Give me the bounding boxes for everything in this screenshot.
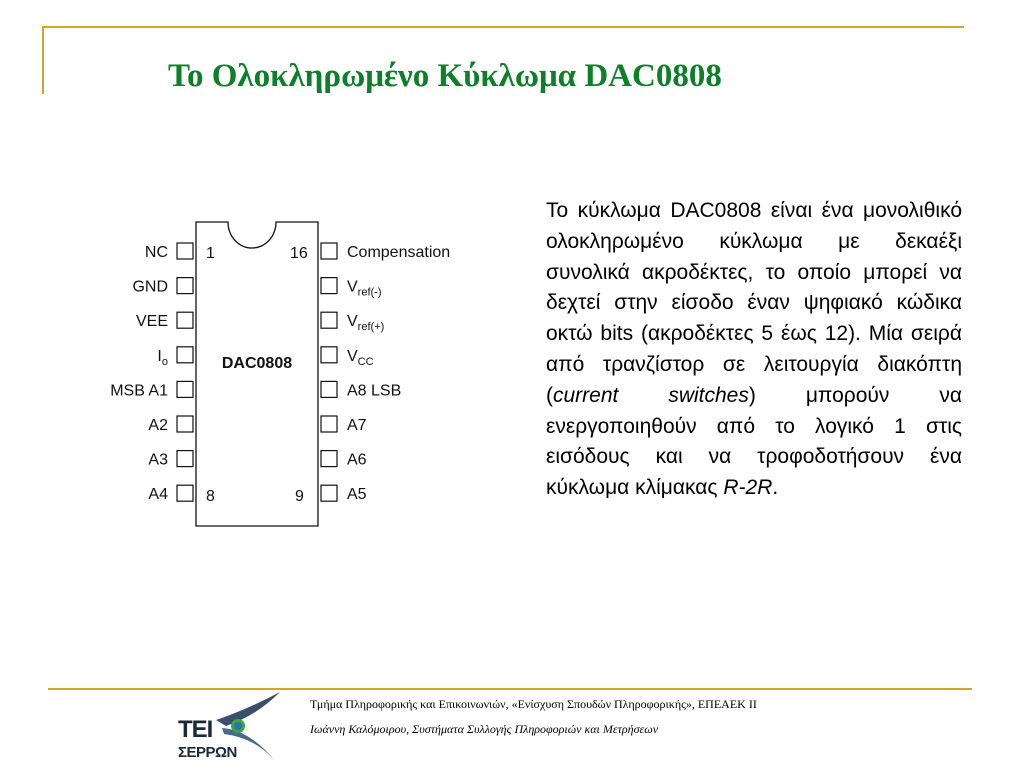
- left-pin-label-1: NC: [144, 244, 168, 261]
- left-pin-5: [177, 381, 193, 397]
- chip-name: DAC0808: [221, 355, 293, 372]
- left-pin-label-4-subscript: o: [161, 355, 168, 368]
- left-pin-2: [177, 278, 193, 294]
- left-pin-8: [177, 485, 193, 501]
- logo-text-tei: ΤΕΙ: [178, 716, 213, 743]
- right-pin-label-2: $V_{ref(-)}$: [347, 278, 382, 299]
- right-pin-6: [321, 416, 337, 432]
- right-pin-label-1: Compensation: [347, 244, 451, 261]
- right-pin-label-6: A7: [347, 417, 367, 434]
- left-pin-label-5: MSB A1: [110, 382, 168, 400]
- description-text: [546, 196, 962, 504]
- right-pin-1: [321, 243, 337, 259]
- right-pin-7: [321, 451, 337, 467]
- right-pin-label-4: $V_{CC}$: [347, 347, 374, 368]
- top-rule: [44, 26, 964, 28]
- chip-body: [196, 222, 318, 526]
- left-pin-label-8: A4: [148, 486, 168, 504]
- left-pin-label-4: $I_o$: [157, 347, 168, 368]
- left-pin-6: [177, 416, 193, 432]
- left-pin-label-6: A2: [148, 417, 168, 434]
- pin-number-16: 16: [290, 245, 308, 262]
- description-emphasis-1: current switches: [553, 383, 749, 407]
- description-part-3: .: [772, 476, 779, 500]
- right-pin-label-5: A8 LSB: [347, 382, 402, 400]
- logo-text-serron: ΣΕΡΡΩΝ: [178, 744, 237, 761]
- right-pin-3: [321, 312, 337, 328]
- right-pin-label-8: A5: [347, 486, 367, 504]
- right-pin-label-3-subscript: ref(+): [357, 321, 385, 334]
- left-pin-7: [177, 451, 193, 467]
- right-pin-label-3: $V_{ref(+)}$: [347, 313, 385, 334]
- footer-line-2: Ιωάννη Καλόμοιρου, Συστήματα Συλλογής Πληροφοριών και Μετρήσεων: [310, 722, 659, 736]
- slide-title: Το Ολοκληρωμένο Κύκλωμα DAC0808: [168, 58, 722, 94]
- left-pin-4: [177, 347, 193, 363]
- left-pin-3: [177, 312, 193, 328]
- description-part-1: Το κύκλωμα DAC0808 είναι ένα μονολιθικό ολοκληρωμένο κύκλωμα με δεκαέξι συνολικά ακροδέκτες, το οποίο μπορεί να δεχτεί στην είσοδο έναν ψηφιακό κώδικα οκτώ bits (ακροδέκτες 5 έως 12). Μία σειρά από τρανζίστορ σε λειτουργία διακόπτη (: [546, 199, 962, 407]
- right-pin-5: [321, 381, 337, 397]
- description-part-2: ) μπορούν να ενεργοποιηθούν από το λογικό 1 στις εισόδους και να τροφοδοτήσουν ένα κύκλωμα κλίμακας: [546, 383, 963, 500]
- description-emphasis-2: R-2R: [723, 476, 773, 500]
- right-pin-2: [321, 278, 337, 294]
- left-pin-label-3: VEE: [135, 313, 168, 331]
- left-rule: [42, 26, 44, 94]
- right-pin-8: [321, 485, 337, 501]
- pin-number-9: 9: [295, 488, 304, 505]
- left-pins: [110, 243, 193, 503]
- right-pin-4: [321, 347, 337, 363]
- right-pin-label-4-subscript: CC: [357, 355, 374, 368]
- footer-line-1: Τμήμα Πληροφορικής και Επικοινωνιών, «Ενίσχυση Σπουδών Πληροφορικής», ΕΠΕΑΕΚ ΙΙ: [310, 697, 757, 711]
- right-pin-label-2-subscript: ref(-): [357, 286, 382, 299]
- right-pins: [321, 243, 450, 503]
- left-pin-label-2: GND: [132, 278, 168, 296]
- left-pin-1: [177, 243, 193, 259]
- right-pin-label-7: A6: [347, 451, 367, 469]
- dac0808-pinout-diagram: [90, 210, 490, 540]
- pin-number-8: 8: [206, 488, 215, 505]
- pin-number-1: 1: [206, 245, 215, 262]
- left-pin-label-7: A3: [148, 451, 168, 469]
